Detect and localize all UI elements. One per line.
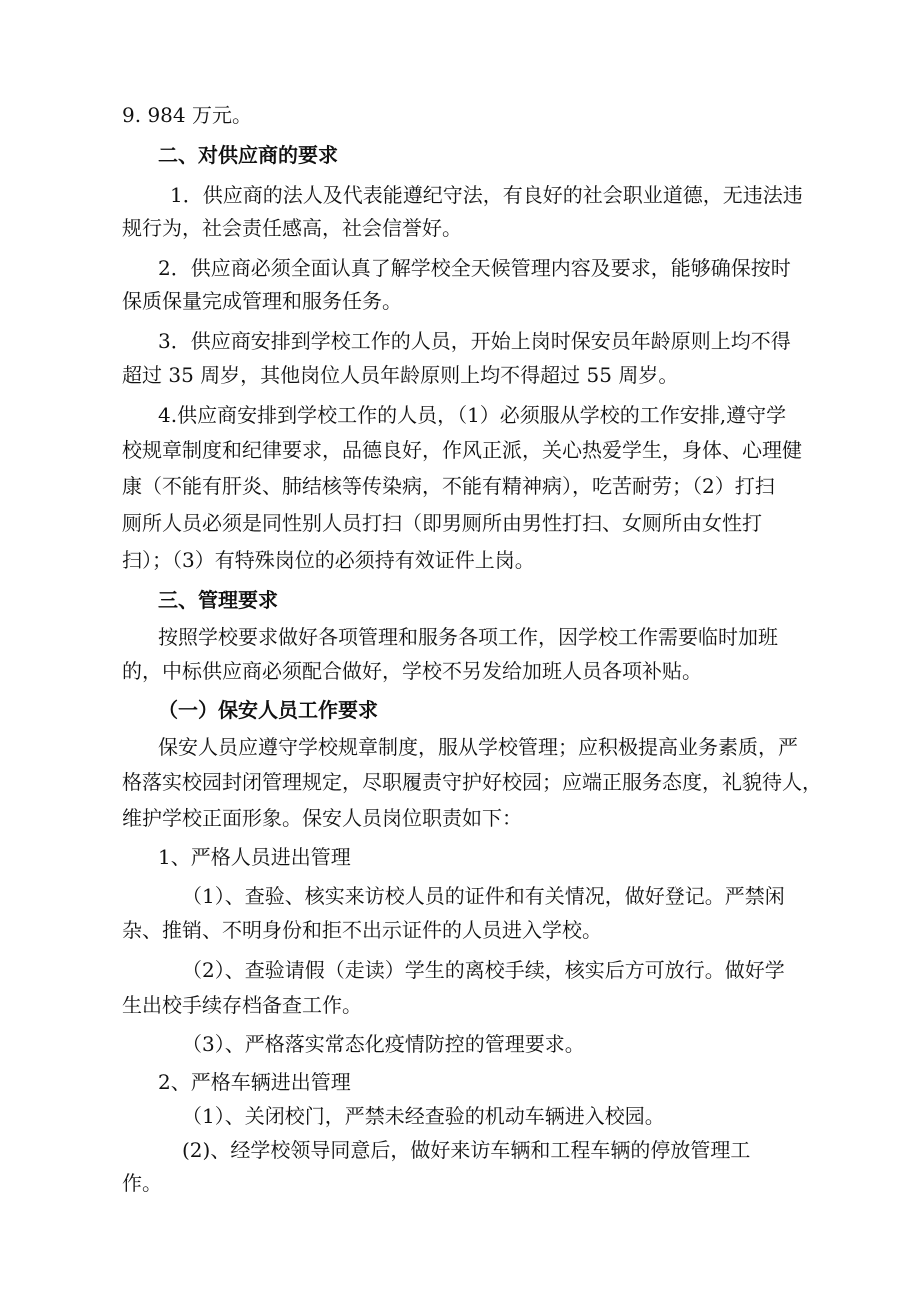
- text-line: 超过 35 周岁，其他岗位人员年龄原则上均不得超过 55 周岁。: [122, 363, 679, 387]
- text-line: (2)、经学校领导同意后，做好来访车辆和工程车辆的停放管理工: [182, 1138, 751, 1162]
- text-line: 扫）；（3）有特殊岗位的必须持有效证件上岗。: [122, 548, 535, 572]
- text-line: 4.供应商安排到学校工作的人员，（1）必须服从学校的工作安排,遵守学: [158, 403, 787, 427]
- text-line: 格落实校园封闭管理规定，尽职履责守护好校园；应端正服务态度，礼貌待人，: [122, 770, 822, 794]
- text-line: 3．供应商安排到学校工作的人员，开始上岗时保安员年龄原则上均不得: [158, 329, 791, 353]
- text-line: （1）、关闭校门，严禁未经查验的机动车辆进入校园。: [182, 1104, 665, 1128]
- text-line: 规行为，社会责任感高，社会信誉好。: [122, 216, 462, 240]
- text-line: 作。: [122, 1171, 162, 1195]
- text-line: 的，中标供应商必须配合做好，学校不另发给加班人员各项补贴。: [122, 659, 702, 683]
- text-line: 康（不能有肝炎、肺结核等传染病，不能有精神病），吃苦耐劳；（2）打扫: [122, 474, 775, 498]
- heading-security-staff: （一）保安人员工作要求: [158, 698, 378, 722]
- text-line: 厕所人员必须是同性别人员打扫（即男厕所由男性打扫、女厕所由女性打: [122, 511, 762, 535]
- text-line: 按照学校要求做好各项管理和服务各项工作，因学校工作需要临时加班: [158, 625, 778, 649]
- text-line: 生出校手续存档备查工作。: [122, 993, 362, 1017]
- heading-supplier-requirements: 二、对供应商的要求: [158, 143, 338, 167]
- text-line: （1）、查验、核实来访校人员的证件和有关情况，做好登记。严禁闲: [182, 884, 785, 908]
- text-line: 1、严格人员进出管理: [158, 845, 351, 869]
- text-line: 保安人员应遵守学校规章制度，服从学校管理；应积极提高业务素质，严: [158, 735, 798, 759]
- text-line: （2）、查验请假（走读）学生的离校手续，核实后方可放行。做好学: [182, 958, 785, 982]
- text-line: 2．供应商必须全面认真了解学校全天候管理内容及要求，能够确保按时: [158, 256, 791, 280]
- text-line: 1．供应商的法人及代表能遵纪守法，有良好的社会职业道德，无违法违: [170, 183, 803, 207]
- text-line: 保质保量完成管理和服务任务。: [122, 289, 402, 313]
- text-line: 杂、推销、不明身份和拒不出示证件的人员进入学校。: [122, 918, 602, 942]
- text-line: 2、严格车辆进出管理: [158, 1070, 351, 1094]
- paragraph-budget-amount: 9. 984 万元。: [122, 103, 252, 127]
- heading-management-requirements: 三、管理要求: [158, 588, 278, 612]
- text-line: 维护学校正面形象。保安人员岗位职责如下：: [122, 806, 522, 830]
- text-line: （3）、严格落实常态化疫情防控的管理要求。: [182, 1032, 585, 1056]
- text-line: 校规章制度和纪律要求，品德良好，作风正派，关心热爱学生，身体、心理健: [122, 438, 802, 462]
